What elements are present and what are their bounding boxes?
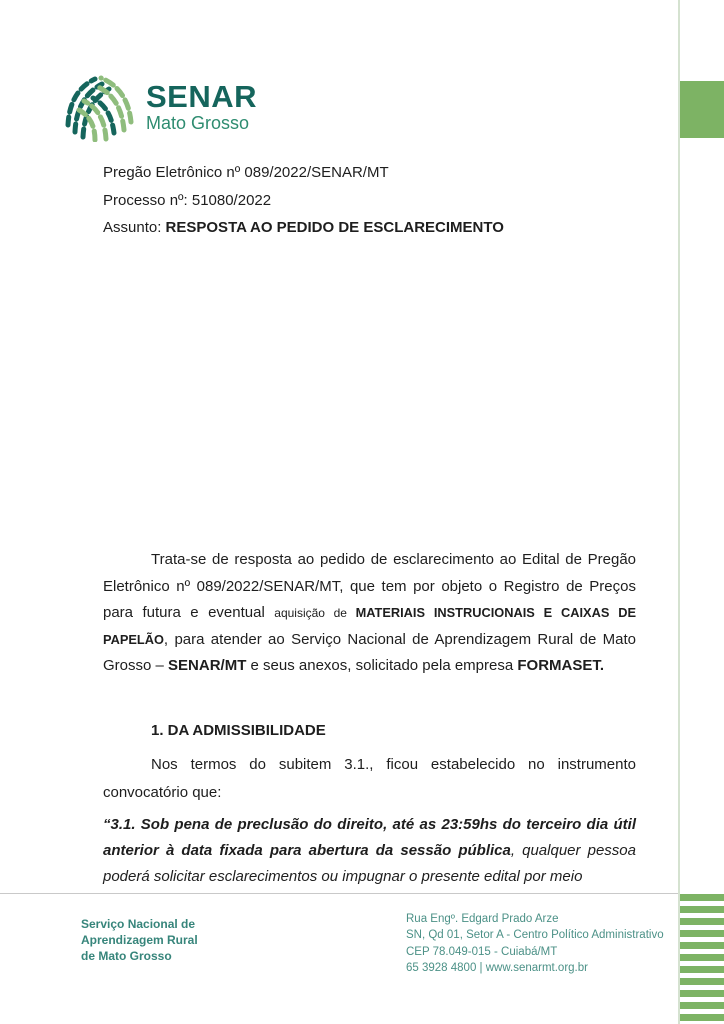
logo-wordmark: SENAR: [146, 78, 258, 114]
green-accent-block: [680, 81, 724, 138]
senar-wheat-icon: [62, 72, 136, 142]
footer-org-line: de Mato Grosso: [81, 949, 172, 963]
terms-paragraph: Nos termos do subitem 3.1., ficou estabelecido no instrumento convocatório que:: [103, 756, 636, 801]
footer-org-line: Aprendizagem Rural: [81, 933, 198, 947]
intro-segment: aquisição de: [274, 606, 356, 620]
quote-segment-bold: “3.1. Sob pena de preclusão do direito, até as 23:59hs do terceiro dia útil anterior à data fixada para abertura da sessão pública: [103, 816, 636, 859]
logo-region: Mato Grosso: [146, 112, 250, 133]
document-header: [103, 159, 636, 242]
green-stripes-pattern: [680, 894, 724, 1024]
assunto-line: [103, 214, 636, 242]
intro-segment: Trata-se de resposta ao pedido de esclarecimento ao Edital de Pregão Eletrônico nº 089/2022/SENAR/MT, que tem por objeto o Registro de Preços para futura e eventual: [103, 551, 636, 621]
footer-address-line: 65 3928 4800 | www.senarmt.org.br: [406, 962, 588, 975]
footer-address: [406, 911, 664, 977]
senar-logo: [62, 72, 257, 142]
footer-org-line: Serviço Nacional de: [81, 917, 196, 931]
footer-address-line: CEP 78.049-015 - Cuiabá/MT: [406, 945, 558, 958]
intro-paragraph: [103, 547, 636, 680]
footer-address-line: Rua Engº. Edgard Prado Arze: [406, 913, 559, 925]
quote-segment: , qualquer pessoa poderá solicitar esclarecimentos ou impugnar o presente edital por meio: [103, 842, 636, 885]
intro-segment: SENAR/MT: [168, 657, 247, 674]
intro-segment: , para atender ao Serviço Nacional de Aprendizagem Rural de Mato Grosso –: [103, 630, 636, 674]
intro-segment: FORMASET.: [517, 657, 605, 674]
footer-organization: [81, 916, 198, 964]
pregao-number-line: Pregão Eletrônico nº 089/2022/SENAR/MT: [103, 164, 389, 181]
quote-paragraph: [103, 812, 636, 890]
footer-address-line: SN, Qd 01, Setor A - Centro Político Administrativo: [406, 929, 664, 942]
logo-text: [146, 78, 258, 134]
assunto-value: RESPOSTA AO PEDIDO DE ESCLARECIMENTO: [165, 219, 504, 236]
footer-divider: [0, 893, 680, 894]
intro-segment: e seus anexos, solicitado pela empresa: [246, 657, 518, 674]
intro-segment: MATERIAIS INSTRUCIONAIS E CAIXAS DE PAPELÃO: [103, 605, 636, 647]
right-edge-line: [678, 0, 680, 1024]
section-heading-admissibilidade: 1. DA ADMISSIBILIDADE: [151, 722, 326, 739]
assunto-label: Assunto:: [103, 219, 166, 236]
processo-number-line: Processo nº: 51080/2022: [103, 191, 272, 209]
